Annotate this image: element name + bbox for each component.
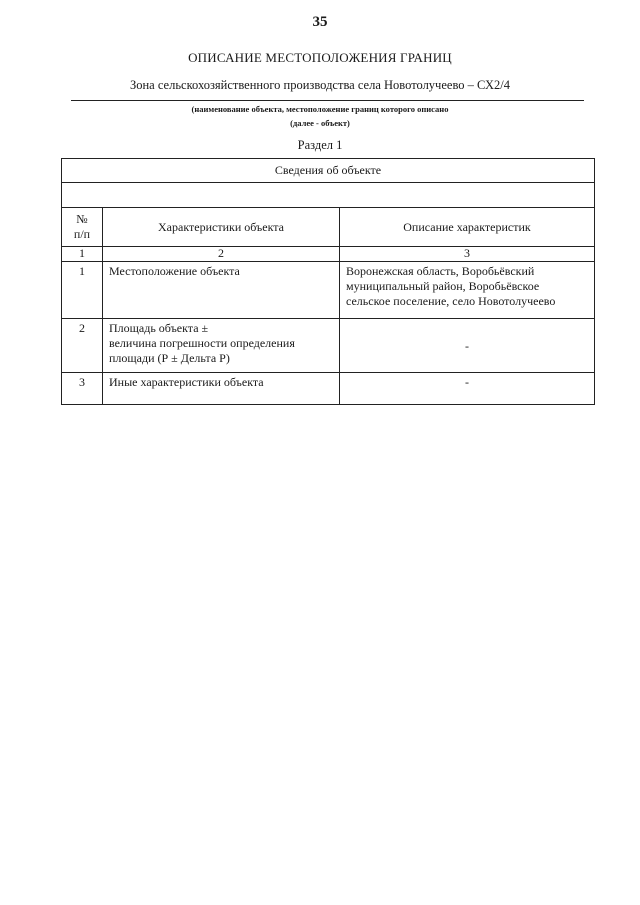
col-number-3: 3 [340,247,595,262]
col-number-2: 2 [103,247,340,262]
table-row [62,319,595,373]
row-characteristic [103,319,340,373]
column-header-row [62,208,595,247]
row-description [340,262,595,319]
table-header: Сведения об объекте [62,159,595,183]
row-number: 3 [62,373,103,405]
description-line: Воронежская область, Воробьёвский [346,264,535,278]
col-header-number-line-1: № [76,212,88,226]
col-number-1: 1 [62,247,103,262]
blank-cell [62,183,595,208]
column-number-row [62,247,595,262]
section-title: Раздел 1 [297,138,343,152]
col-header-description: Описание характеристик [340,208,595,247]
characteristic-line: Площадь объекта ± [109,321,209,335]
col-header-characteristic: Характеристики объекта [103,208,340,247]
description-line: - [465,339,469,353]
characteristic-line: площади (Р ± Дельта Р) [109,351,230,365]
characteristic-line: Местоположение объекта [109,264,240,278]
page-number: 35 [312,14,328,30]
characteristic-line: Иные характеристики объекта [109,375,264,389]
table-row [62,262,595,319]
table-blank-row [62,183,595,208]
caption-line-2: (далее - объект) [290,118,350,128]
row-description [340,319,595,373]
object-name: Зона сельскохозяйственного производства села Новотолучеево – СХ2/4 [129,78,511,92]
table-header-row [62,159,595,183]
underline-rule [71,100,584,101]
col-header-number [62,208,103,247]
description-line: сельское поселение, село Новотолучеево [346,294,556,308]
description-line: - [465,375,469,389]
row-characteristic [103,373,340,405]
table-row [62,373,595,405]
document-title: ОПИСАНИЕ МЕСТОПОЛОЖЕНИЯ ГРАНИЦ [188,50,452,65]
row-characteristic [103,262,340,319]
col-header-number-line-2: п/п [73,227,91,241]
row-description [340,373,595,405]
row-number: 1 [62,262,103,319]
characteristic-line: величина погрешности определения [109,336,295,350]
caption-line-1: (наименование объекта, местоположение границ которого описано [191,104,449,114]
description-line: муниципальный район, Воробьёвское [346,279,540,293]
object-info-table [61,158,595,405]
row-number: 2 [62,319,103,373]
